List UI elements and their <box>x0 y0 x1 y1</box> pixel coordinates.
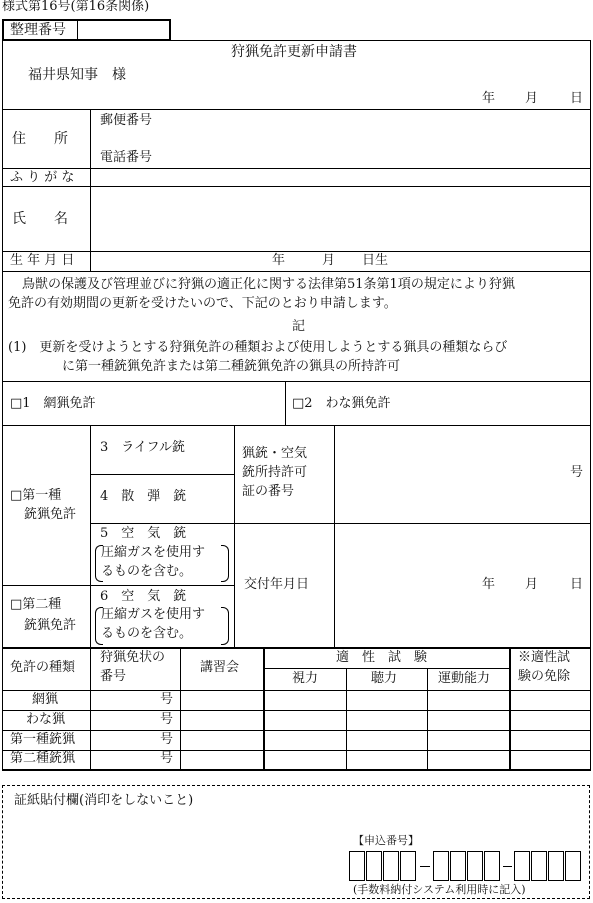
air-gun-5-paren-close <box>221 545 229 582</box>
application-number-box[interactable] <box>383 851 399 881</box>
table-header-aptitude: 適 性 試 験 <box>336 650 428 665</box>
application-number-box[interactable] <box>450 851 466 881</box>
permit-number-field[interactable] <box>337 430 562 520</box>
issue-day-label: 日 <box>570 577 584 592</box>
postal-code-label: 郵便番号 <box>100 113 153 128</box>
form-title: 狩猟免許更新申請書 <box>231 44 357 60</box>
table-header-exempt-2: 験の免除 <box>518 669 571 684</box>
application-number-box[interactable] <box>366 851 382 881</box>
table-header-license-type: 免許の種類 <box>10 660 76 675</box>
item1-line-2: に第一種銃猟免許または第二種銃猟免許の猟具の所持許可 <box>62 359 401 374</box>
furigana-label: ふ り が な <box>10 170 75 185</box>
ki-label: 記 <box>292 319 306 334</box>
dash-separator <box>503 866 512 867</box>
second-class-label-2: 銃猟免許 <box>24 618 77 633</box>
name-label: 氏 名 <box>12 211 68 227</box>
table-header-license-no-2: 番号 <box>100 669 127 684</box>
table-row-trap-type: わな猟 <box>26 712 66 727</box>
table-row-net-suffix: 号 <box>160 692 174 707</box>
application-number-note: (手数料納付システム利用時に記入) <box>353 883 526 896</box>
application-number-box[interactable] <box>433 851 449 881</box>
application-number-box[interactable] <box>400 851 416 881</box>
trap-license-checkbox[interactable]: □2 わな猟免許 <box>292 396 391 411</box>
table-row-first-class-type: 第一種銃猟 <box>10 732 76 747</box>
table-header-hearing: 聴力 <box>371 671 398 686</box>
rifle-option[interactable]: 3 ライフル銃 <box>100 440 185 455</box>
name-field[interactable] <box>92 189 588 249</box>
application-number-box[interactable] <box>349 851 365 881</box>
reference-number-label: 整理番号 <box>10 22 66 38</box>
permit-number-label-1: 猟銃・空気 <box>242 446 308 461</box>
air-gun-6-paren-close <box>221 607 229 645</box>
table-row-trap-suffix: 号 <box>160 712 174 727</box>
first-class-checkbox[interactable]: □第一種 <box>10 488 62 503</box>
birth-month-label: 月 <box>322 253 336 268</box>
table-header-exempt-1: ※適性試 <box>518 650 571 665</box>
application-number-box[interactable] <box>531 851 547 881</box>
stamp-area-label: 証紙貼付欄(消印をしないこと) <box>14 793 194 808</box>
application-number-box[interactable] <box>565 851 581 881</box>
table-header-license-no-1: 狩猟免状の <box>100 650 166 665</box>
table-row-net-type: 網猟 <box>32 692 59 707</box>
permit-number-label-2: 銃所持許可 <box>242 465 308 480</box>
application-year-label: 年 <box>482 91 496 106</box>
address-label: 住 所 <box>12 131 68 147</box>
issue-year-label: 年 <box>482 577 496 592</box>
reference-number-field[interactable] <box>79 21 169 39</box>
application-number-label: 【申込番号】 <box>353 834 419 847</box>
shotgun-option[interactable]: 4 散 弾 銃 <box>100 489 187 504</box>
table-header-motor: 運動能力 <box>438 671 491 686</box>
birthdate-label: 生 年 月 日 <box>10 253 75 268</box>
table-row-second-class-type: 第二種銃猟 <box>10 751 76 766</box>
birth-year-label: 年 <box>272 253 286 268</box>
statement-line-1: 鳥獣の保護及び管理並びに狩猟の適正化に関する法律第51条第1項の規定により狩猟 <box>22 277 515 292</box>
address-field[interactable] <box>170 112 588 167</box>
air-gun-5-option[interactable]: 5 空 気 銃 <box>100 526 187 541</box>
air-gun-6-note-1: 圧縮ガスを使用す <box>101 607 206 622</box>
air-gun-6-note-2: るものを含む。 <box>101 626 193 641</box>
net-license-checkbox[interactable]: □1 網猟免許 <box>10 396 96 411</box>
issue-month-label: 月 <box>525 577 539 592</box>
air-gun-6-option[interactable]: 6 空 気 銃 <box>100 589 187 604</box>
application-month-label: 月 <box>525 91 539 106</box>
table-header-vision: 視力 <box>292 671 319 686</box>
application-day-label: 日 <box>570 91 584 106</box>
item1-line-1: (1) 更新を受けようとする狩猟免許の種類および使用しようとする猟具の種類ならび <box>8 340 508 355</box>
application-number-box[interactable] <box>484 851 500 881</box>
application-number-box[interactable] <box>514 851 530 881</box>
second-class-checkbox[interactable]: □第二種 <box>10 597 62 612</box>
permit-number-suffix: 号 <box>570 465 584 480</box>
application-number-box[interactable] <box>548 851 564 881</box>
first-class-label-2: 銃猟免許 <box>24 507 77 522</box>
table-row-first-class-suffix: 号 <box>160 732 174 747</box>
table-header-seminar: 講習会 <box>200 660 240 675</box>
permit-number-label-3: 証の番号 <box>242 484 295 499</box>
application-number-box[interactable] <box>467 851 483 881</box>
air-gun-5-note-1: 圧縮ガスを使用す <box>101 545 206 560</box>
air-gun-5-note-2: るものを含む。 <box>101 564 193 579</box>
phone-label: 電話番号 <box>100 150 153 165</box>
furigana-field[interactable] <box>92 170 588 186</box>
dash-separator <box>420 866 430 867</box>
addressee: 福井県知事 様 <box>28 67 126 83</box>
form-code: 様式第16号(第16条関係) <box>2 0 150 14</box>
issue-date-label: 交付年月日 <box>244 577 310 592</box>
table-row-second-class-suffix: 号 <box>160 751 174 766</box>
statement-line-2: 免許の有効期間の更新を受けたいので、下記のとおり申請します。 <box>8 296 397 311</box>
birth-day-label: 日生 <box>362 253 389 268</box>
